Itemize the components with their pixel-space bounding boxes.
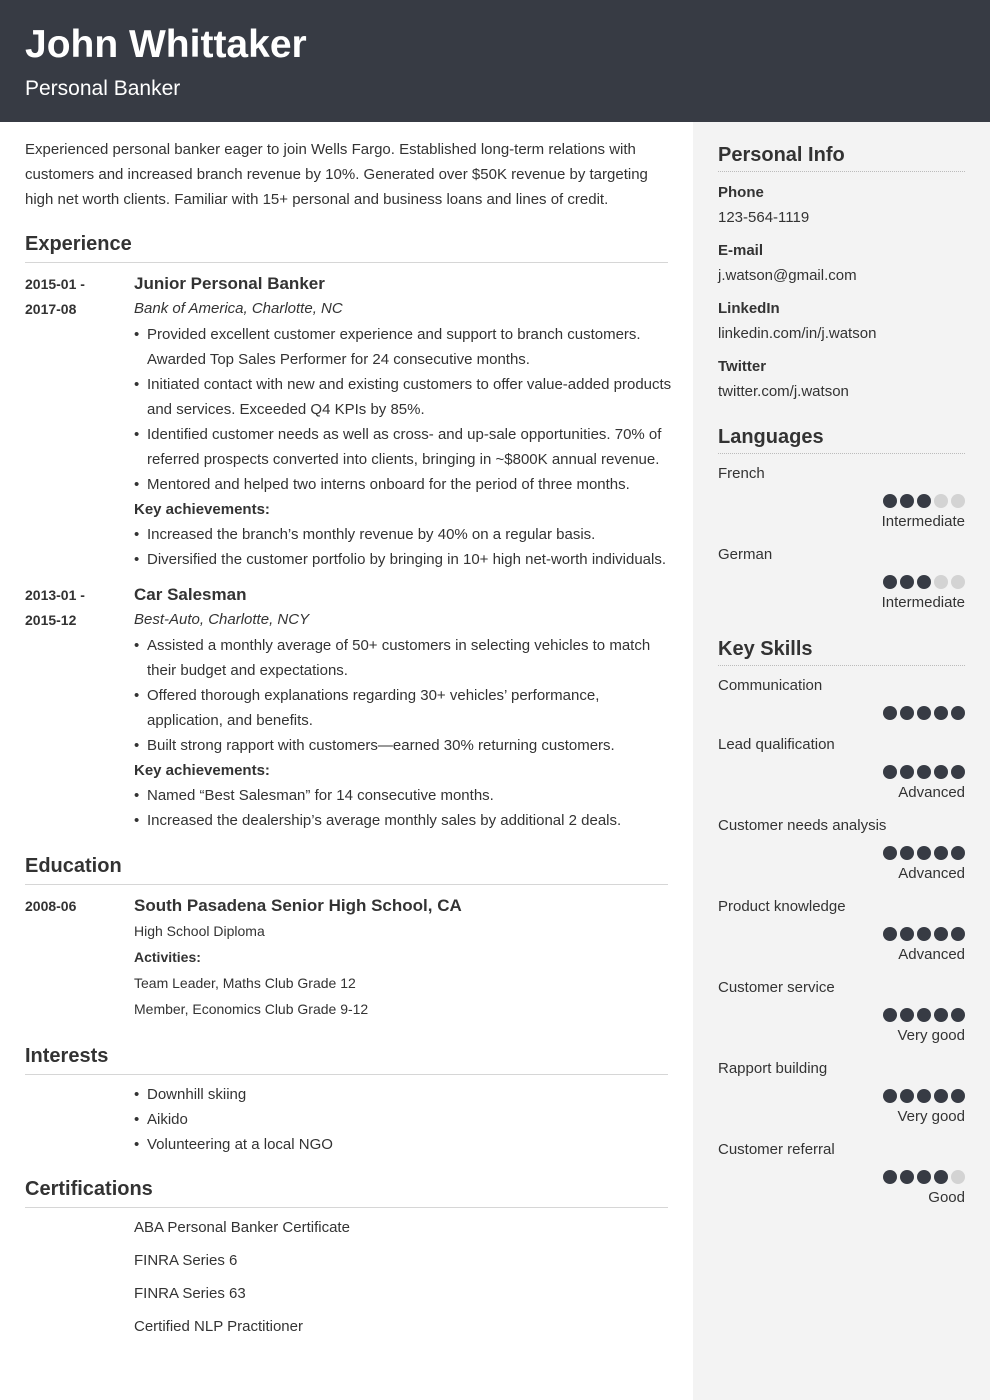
rating-dot-filled [883,765,897,779]
rating-dot-filled [883,1008,897,1022]
rating-level: Very good [897,1108,965,1125]
rating-dots [883,575,965,589]
rating-dot-filled [883,927,897,941]
rating-level: Intermediate [881,594,965,611]
experience-heading: Experience [25,231,668,263]
job-date-start: 2015-01 - [25,276,85,292]
certification-item: Certified NLP Practitioner [134,1318,303,1335]
activity-item: Member, Economics Club Grade 9-12 [134,1001,369,1017]
phone-value: 123-564-1119 [718,209,810,226]
list-item: • Assisted a monthly average of 50+ customers in selecting vehicles to match their budget and expectations. [134,633,674,683]
rating-dot-empty [934,575,948,589]
rating-dots [883,765,965,779]
rating-dot-filled [917,1089,931,1103]
personal-info-heading: Personal Info [718,142,965,172]
rating-dots [883,1008,965,1022]
rating-dot-filled [917,927,931,941]
rating-dot-filled [900,1170,914,1184]
rating-dots [883,706,965,720]
job-body [134,583,674,833]
rating-item-name: Lead qualification [718,736,835,753]
linkedin-label: LinkedIn [718,300,780,317]
rating-dots [883,846,965,860]
rating-dot-filled [883,575,897,589]
rating-item-name: Customer referral [718,1141,835,1158]
rating-level: Intermediate [881,513,965,530]
rating-dot-filled [900,1089,914,1103]
rating-dots [883,1170,965,1184]
rating-item-name: Rapport building [718,1060,828,1077]
list-item: • Increased the dealership’s average monthly sales by additional 2 deals. [134,808,674,833]
rating-item-name: Product knowledge [718,898,846,915]
job-date-end: 2017-08 [25,301,77,317]
rating-dot-filled [900,927,914,941]
linkedin-value[interactable]: linkedin.com/in/j.watson [718,325,877,342]
certifications-heading: Certifications [25,1176,668,1208]
rating-dot-filled [900,706,914,720]
rating-dot-filled [883,706,897,720]
certification-item: ABA Personal Banker Certificate [134,1219,350,1236]
rating-dot-filled [934,1008,948,1022]
rating-dot-filled [934,1089,948,1103]
email-value[interactable]: j.watson@gmail.com [718,267,857,284]
candidate-title: Personal Banker [25,77,181,100]
rating-dots [883,927,965,941]
rating-dot-filled [951,706,965,720]
rating-dots [883,1089,965,1103]
list-item: • Mentored and helped two interns onboard for the period of three months. [134,472,674,497]
list-item: • Identified customer needs as well as cross- and up-sale opportunities. 70% of referred prospects converted into clients, bringing in ~$800K annual revenue. [134,422,674,472]
activity-item: Team Leader, Maths Club Grade 12 [134,975,356,991]
key-achievements-label: Key achievements: [134,501,270,518]
rating-dot-empty [934,494,948,508]
rating-dot-filled [934,1170,948,1184]
job-dates [25,583,125,633]
rating-item-name: Customer service [718,979,835,996]
twitter-label: Twitter [718,358,767,375]
rating-dot-filled [917,1170,931,1184]
list-item: • Offered thorough explanations regarding 30+ vehicles’ performance, application, and benefits. [134,683,674,733]
education-heading: Education [25,853,668,885]
list-item: • Increased the branch’s monthly revenue by 40% on a regular basis. [134,522,674,547]
rating-dot-empty [951,575,965,589]
achievements-list [134,783,674,833]
rating-dot-filled [934,765,948,779]
rating-dot-filled [900,1008,914,1022]
education-date: 2008-06 [25,898,77,914]
rating-dot-filled [883,494,897,508]
job-company: Best-Auto, Charlotte, NCY [134,611,310,628]
rating-dot-filled [917,706,931,720]
school-name: South Pasadena Senior High School, CA [134,896,462,915]
rating-dot-filled [883,1170,897,1184]
interests-body [134,1082,674,1157]
certification-item: FINRA Series 6 [134,1252,238,1269]
education-body [134,894,674,1022]
rating-item-name: Customer needs analysis [718,817,887,834]
job-date-start: 2013-01 - [25,587,85,603]
email-label: E-mail [718,242,764,259]
certifications-body [134,1211,674,1343]
rating-dot-filled [900,765,914,779]
achievements-list [134,522,674,572]
list-item: • Diversified the customer portfolio by bringing in 10+ high net-worth individuals. [134,547,674,572]
interests-list [134,1082,674,1157]
twitter-value[interactable]: twitter.com/j.watson [718,383,849,400]
rating-item-name: German [718,546,773,563]
list-item: • Aikido [134,1107,674,1132]
rating-level: Advanced [898,946,965,963]
languages-heading: Languages [718,424,965,454]
rating-dot-filled [951,1008,965,1022]
job-duties-list [134,633,674,758]
rating-item-name: French [718,465,765,482]
job-title: Car Salesman [134,585,247,604]
resume-header [0,0,990,122]
rating-dot-filled [951,846,965,860]
rating-dot-filled [934,927,948,941]
rating-item-name: Communication [718,677,823,694]
rating-dot-filled [900,846,914,860]
job-company: Bank of America, Charlotte, NC [134,300,343,317]
summary: Experienced personal banker eager to join Wells Fargo. Established long-term relations with customers and increased branch revenue by 10%. Generated over $50K revenue by targeting high net worth clients. Familiar with 15+ personal and business loans and lines of credit. [25,141,648,208]
job-date-end: 2015-12 [25,612,77,628]
rating-dot-filled [917,765,931,779]
phone-label: Phone [718,184,764,201]
rating-dots [883,494,965,508]
interests-heading: Interests [25,1043,668,1075]
skills-heading: Key Skills [718,636,965,666]
list-item: • Downhill skiing [134,1082,674,1107]
degree: High School Diploma [134,923,265,939]
rating-dot-empty [951,1170,965,1184]
sidebar [693,122,990,1400]
rating-dot-filled [883,1089,897,1103]
list-item: • Provided excellent customer experience and support to branch customers. Awarded Top Sales Performer for 24 consecutive months. [134,322,674,372]
job-body [134,272,674,572]
rating-dot-filled [951,1089,965,1103]
rating-dot-filled [917,575,931,589]
candidate-name: John Whittaker [25,23,307,66]
job-dates [25,272,125,322]
rating-dot-filled [934,706,948,720]
activities-label: Activities: [134,949,201,965]
list-item: • Initiated contact with new and existing customers to offer value-added products and services. Exceeded Q4 KPIs by 85%. [134,372,674,422]
rating-dot-filled [900,575,914,589]
rating-level: Advanced [898,784,965,801]
list-item: • Built strong rapport with customers—earned 30% returning customers. [134,733,674,758]
rating-level: Very good [897,1027,965,1044]
rating-dot-filled [951,927,965,941]
rating-dot-empty [951,494,965,508]
certification-item: FINRA Series 63 [134,1285,246,1302]
rating-dot-filled [900,494,914,508]
rating-level: Good [928,1189,965,1206]
rating-dot-filled [917,846,931,860]
rating-level: Advanced [898,865,965,882]
job-duties-list [134,322,674,497]
rating-dot-filled [917,494,931,508]
rating-dot-filled [883,846,897,860]
list-item: • Volunteering at a local NGO [134,1132,674,1157]
key-achievements-label: Key achievements: [134,762,270,779]
rating-dot-filled [951,765,965,779]
list-item: • Named “Best Salesman” for 14 consecutive months. [134,783,674,808]
rating-dot-filled [934,846,948,860]
rating-dot-filled [917,1008,931,1022]
job-title: Junior Personal Banker [134,274,325,293]
